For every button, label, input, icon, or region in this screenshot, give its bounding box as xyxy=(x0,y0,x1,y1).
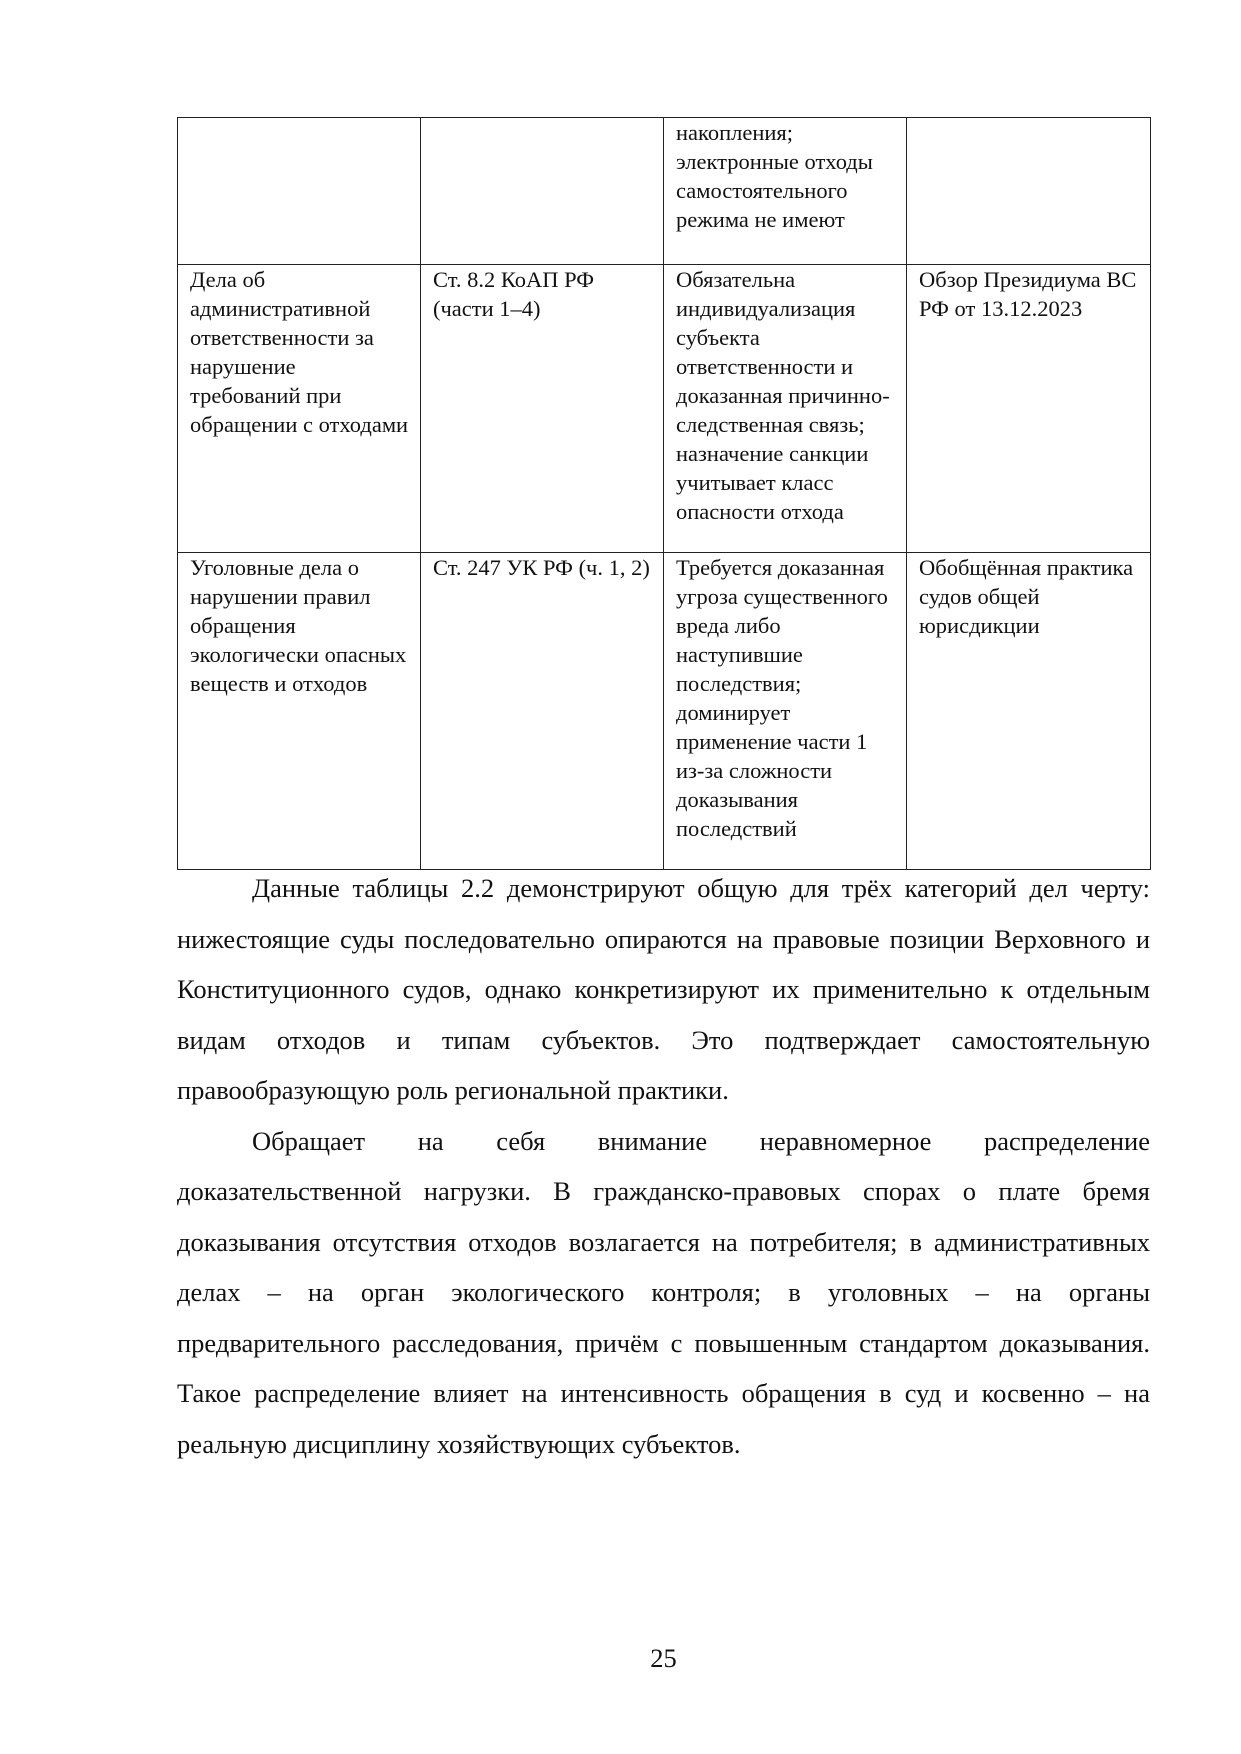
court-practice-table xyxy=(177,117,1151,870)
table-cell: Требуется доказанная угроза существенного вреда либо наступившие последствия; доминирует применение части 1 из-за сложности доказывания последствий xyxy=(664,553,907,870)
table-cell: Ст. 247 УК РФ (ч. 1, 2) xyxy=(421,553,664,870)
table-row xyxy=(178,118,1151,265)
paragraph: Обращает на себя внимание неравномерное распределение доказательственной нагрузки. В гражданско-правовых спорах о плате бремя доказывания отсутствия отходов возлагается на потребителя; в административных делах – на орган экологического контроля; в уголовных – на органы предварительного расследования, причём с повышенным стандартом доказывания. Такое распределение влияет на интенсивность обращения в суд и косвенно – на реальную дисциплину хозяйствующих субъектов. xyxy=(177,1125,1150,1459)
table-cell xyxy=(907,118,1151,265)
table-cell: Дела об административной ответственности за нарушение требований при обращении с отходами xyxy=(178,265,421,553)
table-cell: Обязательна индивидуализация субъекта ответственности и доказанная причинно-следственная связь; назначение санкции учитывает класс опасности отхода xyxy=(664,265,907,553)
paragraph: Данные таблицы 2.2 демонстрируют общую для трёх категорий дел черту: нижестоящие суды последовательно опираются на правовые позиции Верховного и Конституционного судов, однако конкретизируют их применительно к отдельным видам отходов и типам субъектов. Это подтверждает самостоятельную правообразующую роль региональной практики. xyxy=(177,873,1150,1105)
table-cell: Ст. 8.2 КоАП РФ (части 1–4) xyxy=(421,265,664,553)
page-number: 25 xyxy=(650,1643,677,1673)
table-cell xyxy=(178,118,421,265)
table-cell: Обзор Президиума ВС РФ от 13.12.2023 xyxy=(907,265,1151,553)
table-cell xyxy=(421,118,664,265)
table-row xyxy=(178,265,1151,553)
table-cell: Уголовные дела о нарушении правил обращения экологически опасных веществ и отходов xyxy=(178,553,421,870)
body-text xyxy=(177,863,1150,1469)
table-row xyxy=(178,553,1151,870)
table-cell: Обобщённая практика судов общей юрисдикции xyxy=(907,553,1151,870)
table-cell: накопления; электронные отходы самостоятельного режима не имеют xyxy=(664,118,907,265)
